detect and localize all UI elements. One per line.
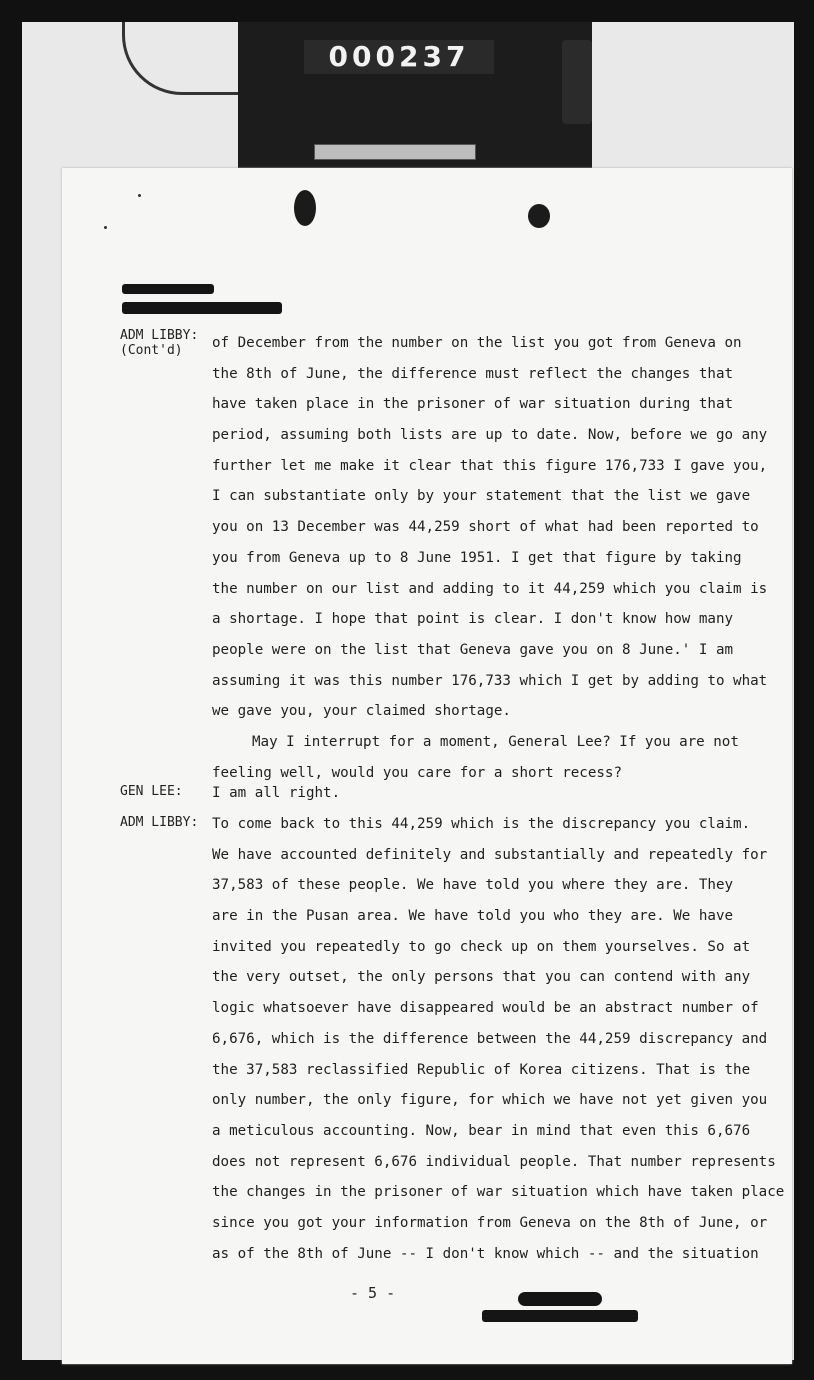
frame-counter-digits: 000237 [304,40,494,74]
text-line: feeling well, would you care for a short recess? [212,764,622,781]
text-line: 6,676, which is the difference between the 44,259 discrepancy and [212,1030,768,1047]
punch-hole [528,204,550,228]
text-line: does not represent 6,676 individual people. That number represents [212,1153,776,1170]
text-line: people were on the list that Geneva gave you on 8 June.' I am [212,641,734,658]
text-line: we gave you, your claimed shortage. [212,703,511,720]
text-line: only number, the only figure, for which we have not yet given you [212,1092,768,1109]
text-line: To come back to this 44,259 which is the discrepancy you claim. [212,816,751,832]
speaker-label: ADM LIBBY: [120,815,199,830]
counter-knob [562,40,592,124]
text-line: you on 13 December was 44,259 short of what had been reported to [212,519,759,536]
speaker-label: ADM LIBBY: [120,328,199,343]
paragraph [212,328,768,788]
paragraph [212,809,785,1269]
text-line: logic whatsoever have disappeared would be an abstract number of [212,1000,759,1017]
speck [138,194,141,197]
punch-hole [294,190,316,226]
text-line: 37,583 of these people. We have told you where they are. They [212,877,734,894]
text-line: May I interrupt for a moment, General Lee? If you are not [252,733,739,750]
text-line: you from Geneva up to 8 June 1951. I get that figure by taking [212,549,742,566]
text-line: a meticulous accounting. Now, bear in mind that even this 6,676 [212,1122,751,1139]
text-line: invited you repeatedly to go check up on them yourselves. So at [212,938,751,955]
text-line: have taken place in the prisoner of war situation during that [212,396,734,413]
text-line: the 37,583 reclassified Republic of Korea citizens. That is the [212,1061,751,1078]
text-line: of December from the number on the list you got from Geneva on [212,335,742,351]
speaker-note: (Cont'd) [120,343,183,358]
speaker-label: GEN LEE: [120,784,183,799]
page-number: - 5 - [350,1284,396,1302]
redaction-bar [122,302,282,314]
counter-plate [314,144,476,160]
redaction-bar [122,284,214,294]
text-line: the changes in the prisoner of war situation which have taken place [212,1184,785,1201]
text-line: I can substantiate only by your statement that the list we gave [212,488,751,505]
document-page [62,168,792,1364]
text-line: are in the Pusan area. We have told you who they are. We have [212,908,734,925]
text-line: I am all right. [212,785,341,801]
text-line: since you got your information from Geneva on the 8th of June, or [212,1214,768,1231]
text-line: period, assuming both lists are up to date. Now, before we go any [212,427,768,444]
film-frame [22,22,794,1360]
counter-cable [122,22,255,95]
text-line: the 8th of June, the difference must reflect the changes that [212,365,734,382]
speck [104,226,107,229]
text-line: as of the 8th of June -- I don't know which -- and the situation [212,1245,759,1262]
text-line: assuming it was this number 176,733 which I get by adding to what [212,672,768,689]
redaction-bar [482,1310,638,1322]
redaction-bar [518,1292,602,1306]
text-line: the very outset, the only persons that you can contend with any [212,969,751,986]
text-line: a shortage. I hope that point is clear. I don't know how many [212,611,734,628]
text-line: We have accounted definitely and substantially and repeatedly for [212,846,768,863]
paragraph [212,778,752,809]
text-line: the number on our list and adding to it 44,259 which you claim is [212,580,768,597]
text-line: further let me make it clear that this figure 176,733 I gave you, [212,457,768,474]
